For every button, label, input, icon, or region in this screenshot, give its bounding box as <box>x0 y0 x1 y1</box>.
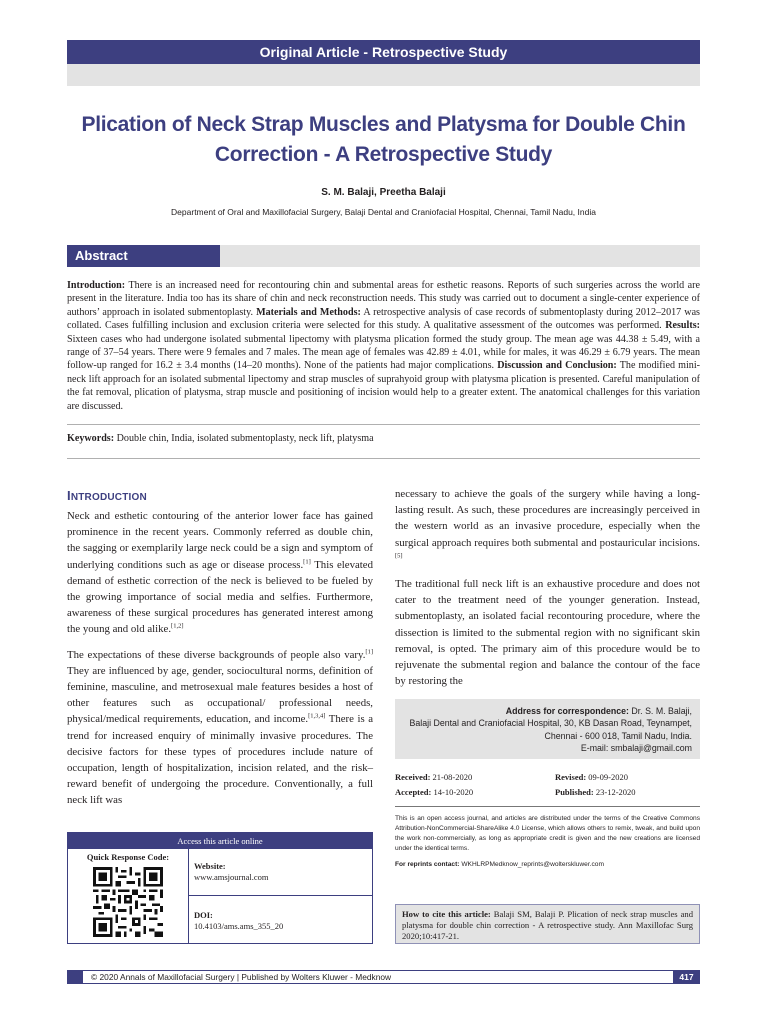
abstract-results-text: Sixteen cases who had undergone isolated submental lipectomy with platysma plication formed the study group. The mean age was 44.38 ± 5.49, with a range of 37–54 years. There were 9 females and 7 males. The mean age of females was 42.89 ± 4.01, while for males, it was 46.29 ± 6.79 years. The mean follow-up ranged for 16.2 ± 3.4 months (14–20 months). None of the patients had major complications. <box>67 333 700 372</box>
keywords-text: Double chin, India, isolated submentoplasty, neck lift, platysma <box>114 433 374 444</box>
citation-ref[interactable]: [1] <box>365 648 373 656</box>
cite-text: Balaji SM, Balaji P. Plication of neck strap muscles and platysma for double chin correction - A retrospective study. Ann Maxillofac Surg 2020;10:417-21. <box>402 909 693 941</box>
reprints-email[interactable]: WKHLRPMedknow_reprints@wolterskluwer.com <box>459 861 604 868</box>
abstract-discussion-text: The modified mini-neck lift approach for an isolated submental lipectomy and strap muscles of suprahyoid group with platysma plication is presented. Careful manipulation of the fat removal, plication of platysma, strap muscle and positioning of incision would help to a greater extent. The anatomical challenges for this variation are discussed. <box>67 360 700 412</box>
dates-row <box>395 772 700 787</box>
correspondence-name-line <box>395 705 692 717</box>
footer-copyright: © 2020 Annals of Maxillofacial Surgery | Published by Wolters Kluwer - Medknow <box>83 971 673 983</box>
abstract-methods-label: Materials and Methods: <box>256 306 361 318</box>
author-affiliation: Department of Oral and Maxillofacial Surgery, Balaji Dental and Craniofacial Hospital, Chennai, Tamil Nadu, India <box>171 207 596 217</box>
doi-cell <box>188 896 372 943</box>
doi-label: DOI: <box>194 910 213 920</box>
article-dates <box>395 772 700 802</box>
citation-ref[interactable]: [5] <box>395 552 403 560</box>
received-label: Received: <box>395 772 431 782</box>
text-run: There is a trend for increased enquiry of minimally invasive procedures. The decisive factors for these types of procedures include nature of occupation, length of hospitalization, incision related, and the risk–reward benefit of undergoing the procedure. Conventionally, a full neck lift was <box>67 713 373 807</box>
received-date <box>395 772 472 782</box>
accepted-value: 14-10-2020 <box>431 787 474 797</box>
text-run: This elevated demand of esthetic correction of the neck is believed to be fueled by the growing importance of social media and selfies. Furthermore, awareness of these surgical procedures has generated interest among the young and old alike. <box>67 558 373 636</box>
published-date <box>555 787 636 797</box>
introduction-heading <box>67 488 373 503</box>
correspondence-address-1: Balaji Dental and Craniofacial Hospital, 30, KB Dasan Road, Teynampet, <box>409 718 692 729</box>
text-run: necessary to achieve the goals of the surgery while having a long-lasting result. As such, these procedures are increasingly perceived in the western world as an invasive procedure, especially when the surgical approach requires both submental and postauricular incisions. <box>395 488 700 549</box>
text-run: The expectations of these diverse backgrounds of people also vary. <box>67 648 366 661</box>
body-paragraph: The traditional full neck lift is an exhaustive procedure and does not cater to the treatment need of the younger generation. Instead, submentoplasty, an isolated facial recontouring procedure, where the dissection is limited to the submental region with no significant skin removal, is opted. The primary aim of this procedure would be to rejuvenate the submental region and balance the contour of the face by restoring the <box>395 578 700 688</box>
keywords-label: Keywords: <box>67 433 115 444</box>
abstract-results-label: Results: <box>665 320 700 332</box>
introduction-heading-initial: I <box>67 488 71 503</box>
revised-value: 09-09-2020 <box>586 772 628 782</box>
published-label: Published: <box>555 787 594 797</box>
qr-cell <box>68 849 189 943</box>
body-column-left <box>67 488 373 818</box>
received-value: 21-08-2020 <box>430 772 473 782</box>
author-list: S. M. Balaji, Preetha Balaji <box>321 187 446 198</box>
correspondence-email[interactable]: E-mail: smbalaji@gmail.com <box>580 743 692 754</box>
dates-row <box>395 787 700 802</box>
article-title: Plication of Neck Strap Muscles and Platysma for Double Chin Correction - A Retrospective Study <box>81 113 686 166</box>
abstract-methods-text: A retrospective analysis of case records of submentoplasty during 2012–2017 was collated. Cases fulfilling inclusion and exclusion criteria were selected for this study. A qualitative assessment of the outcomes was performed. <box>67 306 700 332</box>
citation-ref[interactable]: [1,3,4] <box>308 712 326 720</box>
banner-shade <box>67 64 700 86</box>
accepted-label: Accepted: <box>395 787 432 797</box>
article-type-banner: Original Article - Retrospective Study <box>67 40 700 64</box>
correspondence-label: Address for correspondence: <box>505 706 629 716</box>
body-paragraph <box>395 486 700 567</box>
reprints-line <box>395 860 700 870</box>
correspondence-address-2: Chennai - 600 018, Tamil Nadu, India. <box>544 730 692 741</box>
page-number: 417 <box>679 972 694 982</box>
body-column-right <box>395 486 700 698</box>
keywords-rule-bottom <box>67 458 700 459</box>
introduction-heading-rest: NTRODUCTION <box>70 492 147 503</box>
open-access-text: This is an open access journal, and articles are distributed under the terms of the Creative Commons Attribution-NonCommercial-ShareAlike 4.0 License, which allows others to remix, tweak, and build upon the work non-commercially, as long as appropriate credit is given and the new creations are licensed under the identical terms. <box>395 815 700 852</box>
qr-label: Quick Response Code: <box>86 852 170 862</box>
citation-ref[interactable]: [1,2] <box>171 622 184 630</box>
website-link[interactable]: www.amsjournal.com <box>194 872 269 882</box>
website-label: Website: <box>194 861 226 871</box>
correspondence-name: Dr. S. M. Balaji, <box>628 706 692 716</box>
access-article-online-box <box>67 832 373 944</box>
abstract-heading: Abstract <box>67 245 220 267</box>
qr-code-icon[interactable] <box>93 867 163 937</box>
correspondence-box <box>395 699 700 759</box>
open-access-rule <box>395 806 700 807</box>
accepted-date <box>395 787 473 797</box>
abstract-body <box>67 279 700 413</box>
abstract-discussion-label: Discussion and Conclusion: <box>497 360 617 372</box>
body-paragraph <box>67 647 373 809</box>
text-run: They are influenced by age, gender, sociocultural norms, definition of feminine, masculine, and metrosexual male features besides a host of other features such as occupational/ professional needs, physical/medical requirements, education, and income. <box>67 664 373 726</box>
abstract-intro-label: Introduction: <box>67 280 126 291</box>
cite-label: How to cite this article: <box>402 909 491 919</box>
keywords-rule-top <box>67 424 700 425</box>
how-to-cite-box <box>395 904 700 944</box>
text-run: Neck and esthetic contouring of the anterior lower face has gained prominence in the recent years. Commonly referred as double chin, the sagging or exemplarily large neck could be a sign and symptom of underlying conditions such as age or disease process. <box>67 510 373 571</box>
revised-label: Revised: <box>555 772 587 782</box>
published-value: 23-12-2020 <box>593 787 636 797</box>
abstract-paragraph <box>67 279 700 413</box>
keywords <box>67 433 700 444</box>
website-cell <box>188 849 372 896</box>
open-access-notice <box>395 814 700 876</box>
reprints-label: For reprints contact: <box>395 861 460 868</box>
doi-link[interactable]: 10.4103/ams.ams_355_20 <box>194 921 284 931</box>
revised-date <box>555 772 628 782</box>
body-paragraph <box>67 508 373 638</box>
citation-ref[interactable]: [1] <box>303 558 311 566</box>
abstract-intro-text: There is an increased need for recontouring chin and submental areas for esthetic reasons. Reports of such surgeries across the world are present in the literature. India too has its share of chin and neck reconstruction needs. This study was carried out to document a single-center experience of authors’ approach in isolated submentoplasty. <box>67 280 700 318</box>
access-box-heading: Access this article online <box>68 833 372 849</box>
